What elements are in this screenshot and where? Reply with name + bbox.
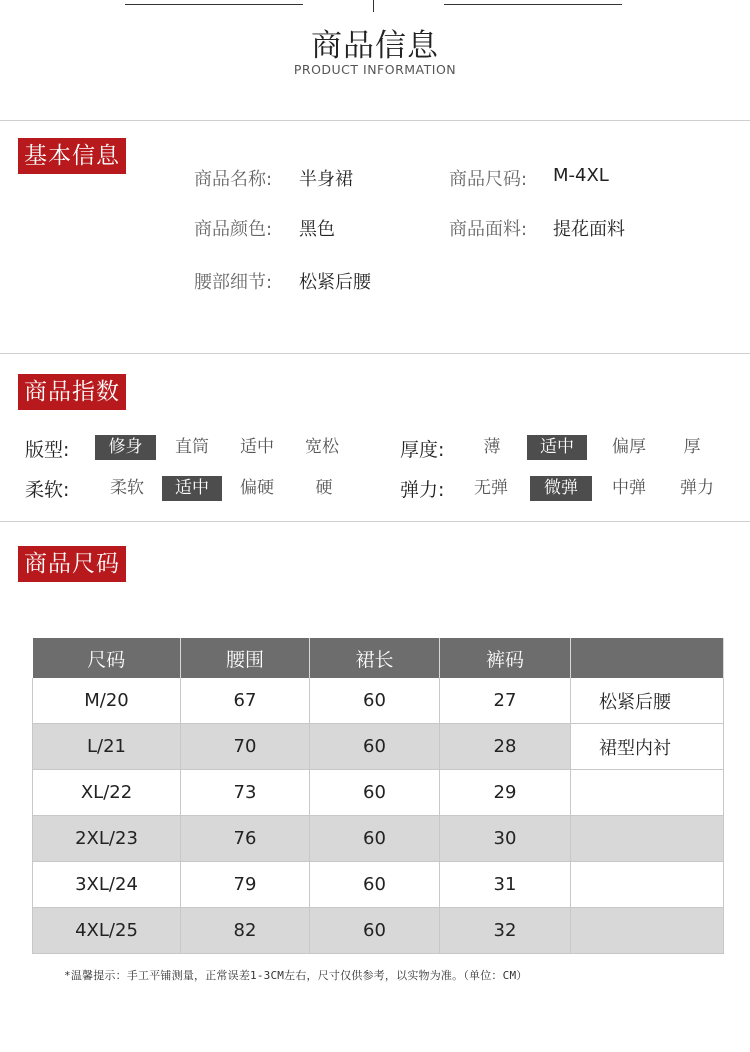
info-label-waist: 腰部细节:: [194, 272, 273, 293]
table-row: [33, 862, 724, 908]
section-divider: [0, 353, 750, 354]
col-header-notes: [571, 638, 724, 678]
size-table-header: [33, 638, 724, 678]
cell-pant-size: 28: [440, 724, 571, 770]
cell-note: [571, 908, 724, 954]
index-option-fit-slim: 修身: [95, 435, 156, 460]
index-label-elasticity: 弹力:: [400, 479, 445, 501]
cell-length: 60: [310, 678, 440, 724]
page-subtitle: PRODUCT INFORMATION: [293, 62, 457, 77]
info-value-color: 黑色: [299, 219, 335, 240]
cell-pant-size: 31: [440, 862, 571, 908]
cell-size: L/21: [33, 724, 181, 770]
index-option-fit-medium: 适中: [240, 437, 274, 457]
cell-note: 松紧后腰: [571, 678, 724, 724]
index-option-fit-straight: 直筒: [175, 437, 209, 457]
col-header-length: 裙长: [310, 638, 440, 678]
table-row: [33, 816, 724, 862]
col-header-pant-size: 裤码: [440, 638, 571, 678]
index-label-thickness: 厚度:: [400, 439, 445, 461]
cell-waist: 76: [181, 816, 310, 862]
index-option-thickness-thin: 薄: [483, 437, 501, 457]
cell-size: 2XL/23: [33, 816, 181, 862]
info-label-name: 商品名称:: [194, 169, 273, 190]
index-option-fit-loose: 宽松: [305, 437, 339, 457]
cell-waist: 79: [181, 862, 310, 908]
cell-waist: 70: [181, 724, 310, 770]
col-header-waist: 腰围: [181, 638, 310, 678]
measurement-footnote: *温馨提示：手工平铺测量，正常误差1-3CM左右，尺寸仅供参考，以实物为准。（单位：CM）: [64, 969, 528, 982]
col-header-size: 尺码: [33, 638, 181, 678]
table-row: [33, 678, 724, 724]
table-row: [33, 770, 724, 816]
index-label-softness: 柔软:: [25, 479, 70, 501]
cell-note: [571, 862, 724, 908]
table-row: [33, 724, 724, 770]
product-size-tag: 商品尺码: [18, 546, 126, 582]
cell-note: 裙型内衬: [571, 724, 724, 770]
index-option-thickness-thick-ish: 偏厚: [612, 437, 646, 457]
info-value-name: 半身裙: [299, 169, 353, 190]
size-table: [32, 638, 724, 954]
index-label-fit: 版型:: [25, 439, 70, 461]
index-option-elasticity-slight: 微弹: [530, 476, 592, 501]
header-line-right: [444, 4, 622, 5]
info-value-waist: 松紧后腰: [299, 272, 371, 293]
cell-note: [571, 816, 724, 862]
cell-pant-size: 29: [440, 770, 571, 816]
cell-length: 60: [310, 724, 440, 770]
index-option-elasticity-medium: 中弹: [612, 478, 646, 498]
index-option-softness-stiff: 硬: [315, 478, 333, 498]
info-label-size: 商品尺码:: [449, 169, 528, 190]
index-option-softness-soft: 柔软: [110, 478, 144, 498]
section-divider: [0, 120, 750, 121]
product-index-tag: 商品指数: [18, 374, 126, 410]
info-label-fabric: 商品面料:: [449, 219, 528, 240]
header-center-tick: [373, 0, 374, 12]
index-option-elasticity-high: 弹力: [680, 478, 714, 498]
cell-note: [571, 770, 724, 816]
cell-size: 3XL/24: [33, 862, 181, 908]
page-title: 商品信息: [311, 28, 439, 64]
cell-length: 60: [310, 770, 440, 816]
info-value-size: M-4XL: [553, 165, 609, 186]
info-value-fabric: 提花面料: [553, 219, 625, 240]
table-row: [33, 908, 724, 954]
cell-length: 60: [310, 908, 440, 954]
index-option-thickness-medium: 适中: [527, 435, 587, 460]
index-option-elasticity-none: 无弹: [474, 478, 508, 498]
cell-waist: 73: [181, 770, 310, 816]
index-option-thickness-thick: 厚: [683, 437, 701, 457]
cell-pant-size: 27: [440, 678, 571, 724]
index-option-softness-stiffish: 偏硬: [240, 478, 274, 498]
cell-waist: 82: [181, 908, 310, 954]
cell-pant-size: 30: [440, 816, 571, 862]
basic-info-tag: 基本信息: [18, 138, 126, 174]
cell-pant-size: 32: [440, 908, 571, 954]
info-label-color: 商品颜色:: [194, 219, 273, 240]
cell-length: 60: [310, 862, 440, 908]
cell-size: M/20: [33, 678, 181, 724]
index-option-softness-medium: 适中: [162, 476, 222, 501]
cell-waist: 67: [181, 678, 310, 724]
section-divider: [0, 521, 750, 522]
header-line-left: [125, 4, 303, 5]
cell-size: XL/22: [33, 770, 181, 816]
cell-size: 4XL/25: [33, 908, 181, 954]
cell-length: 60: [310, 816, 440, 862]
